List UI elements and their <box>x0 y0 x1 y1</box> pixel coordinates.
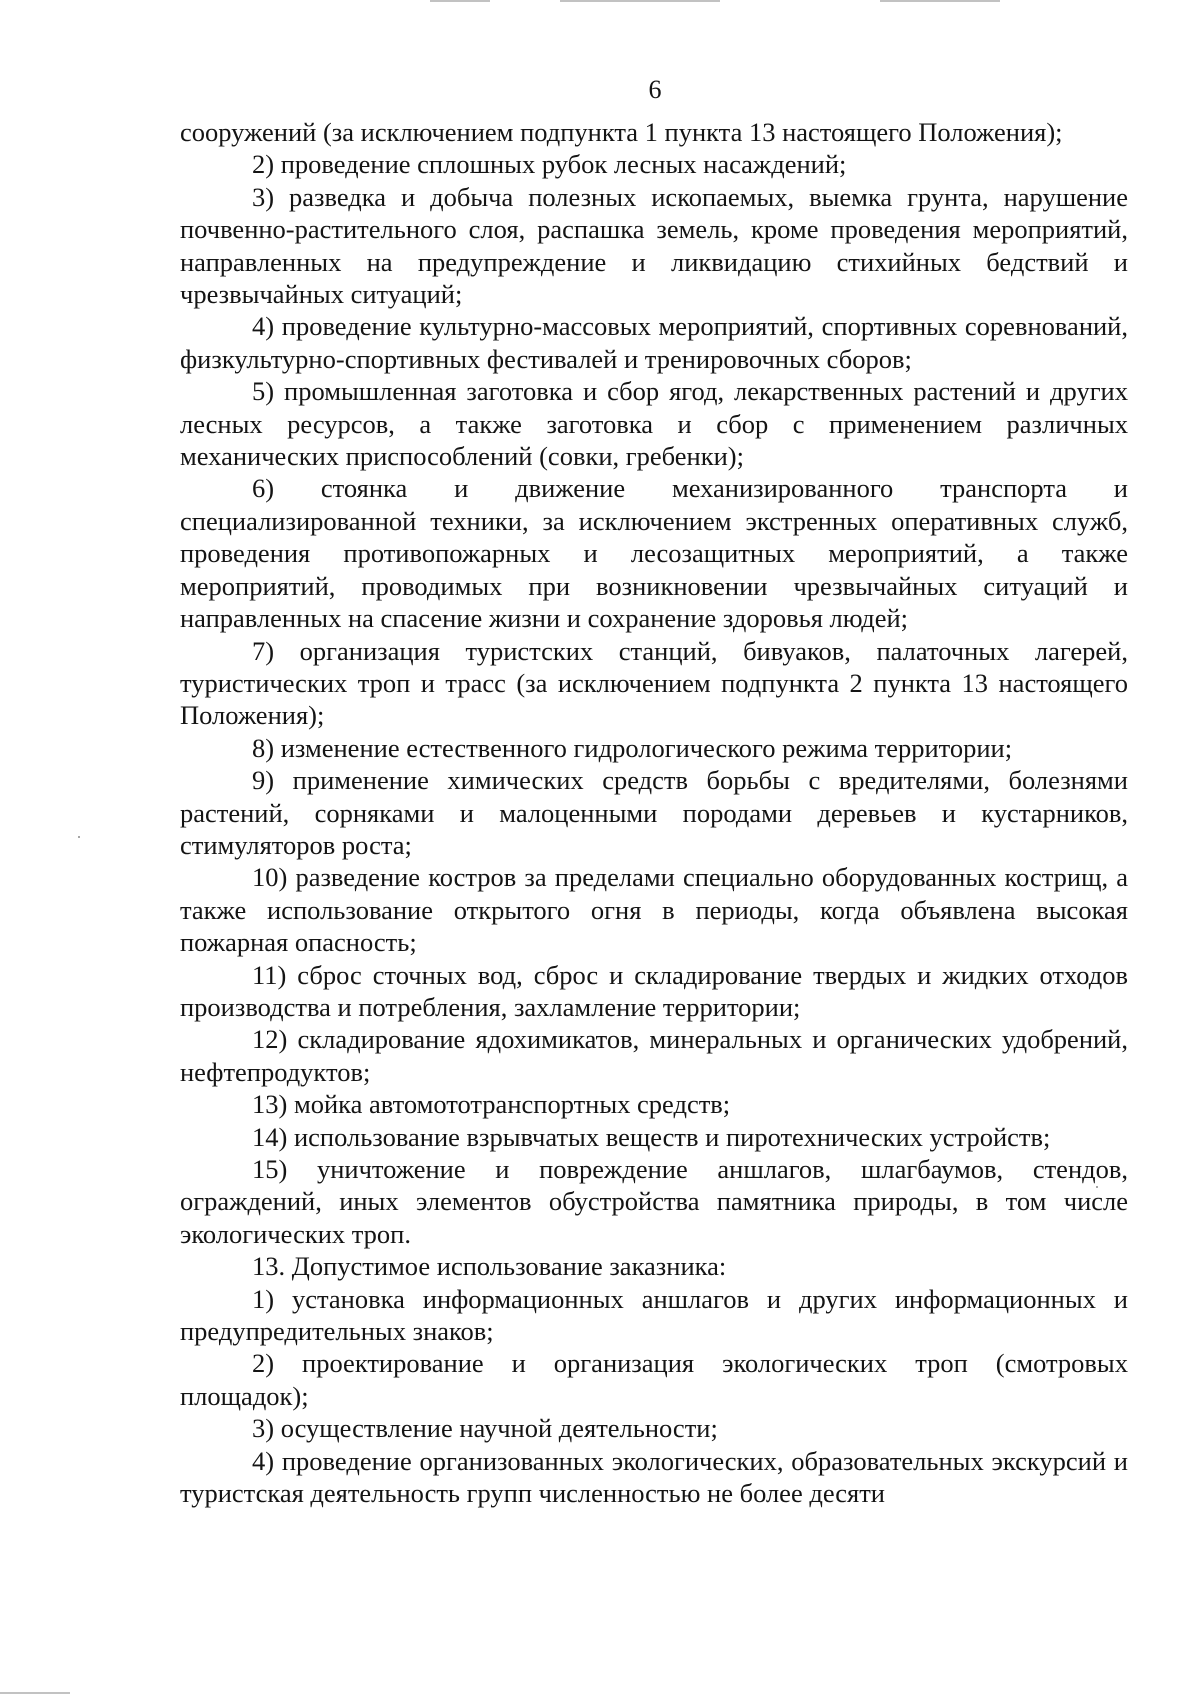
paragraph: 13) мойка автомототранспортных средств; <box>252 1089 731 1120</box>
scan-artifact-top <box>880 0 1000 2</box>
paragraph: 10) разведение костров за пределами специально оборудованных кострищ, а также использование открытого огня в периоды, когда объявлена высокая пожарная опасность; <box>180 862 1128 958</box>
paragraph: сооружений (за исключением подпункта 1 пункта 13 настоящего Положения); <box>180 117 1063 147</box>
scan-artifact-bottom <box>0 1692 70 1694</box>
paragraph: 8) изменение естественного гидрологического режима территории; <box>252 732 1013 763</box>
paragraph: 4) проведение культурно-массовых мероприятий, спортивных соревнований, физкультурно-спортивных фестивалей и тренировочных сборов; <box>180 311 1128 374</box>
paragraph: 11) сброс сточных вод, сброс и складирование твердых и жидких отходов производства и потребления, захламление территории; <box>180 959 1128 1022</box>
section-heading: 1) установка информационных аншлагов и других информационных и предупредительных знаков; <box>180 1283 1128 1347</box>
paragraph: 4) проведение организованных экологических, образовательных экскурсий и туристская деятельность групп численностью не более десяти <box>180 1445 1128 1509</box>
page-number: 6 <box>648 75 662 104</box>
scan-artifact-top <box>560 0 720 2</box>
scan-artifact-top <box>430 0 490 2</box>
paragraph: 7) организация туристских станций, бивуаков, палаточных лагерей, туристических троп и трасс (за исключением подпункта 2 пункта 13 настоящего Положения); <box>180 635 1128 731</box>
paragraph: 15) уничтожение и повреждение аншлагов, шлагбаумов, стендов, ограждений, иных элементов обустройства памятника природы, в том числе экологических троп. <box>180 1154 1128 1249</box>
scan-speck <box>78 836 80 838</box>
paragraph: 9) применение химических средств борьбы с вредителями, болезнями растений, сорняками и малоценными породами деревьев и кустарников, стимуляторов роста; <box>180 765 1128 860</box>
document-body <box>180 116 1128 1509</box>
paragraph: 12) складирование ядохимикатов, минеральных и органических удобрений, нефтепродуктов; <box>180 1024 1128 1087</box>
paragraph: 3) разведка и добыча полезных ископаемых, выемка грунта, нарушение почвенно-растительного слоя, распашка земель, кроме проведения мероприятий, направленных на предупреждение и ликвидацию стихийных бедствий и чрезвычайных ситуаций; <box>180 181 1128 310</box>
paragraph: 2) проектирование и организация экологических троп (смотровых площадок); <box>180 1348 1128 1411</box>
paragraph: 13. Допустимое использование заказника: <box>252 1251 727 1282</box>
paragraph: 2) проведение сплошных рубок лесных насаждений; <box>252 149 847 180</box>
paragraph: 3) осуществление научной деятельности; <box>252 1413 718 1444</box>
paragraph: 14) использование взрывчатых веществ и пиротехнических устройств; <box>252 1121 1051 1152</box>
paragraph: 5) промышленная заготовка и сбор ягод, лекарственных растений и других лесных ресурсов, а также заготовка и сбор с применением различных механических приспособлений (совки, гребенки); <box>180 376 1128 472</box>
paragraph: 6) стоянка и движение механизированного транспорта и специализированной техники, за исключением экстренных оперативных служб, проведения противопожарных и лесозащитных мероприятий, а также мероприятий, проводимых при возникновении чрезвычайных ситуаций и направленных на спасение жизни и сохранение здоровья людей; <box>180 473 1128 634</box>
